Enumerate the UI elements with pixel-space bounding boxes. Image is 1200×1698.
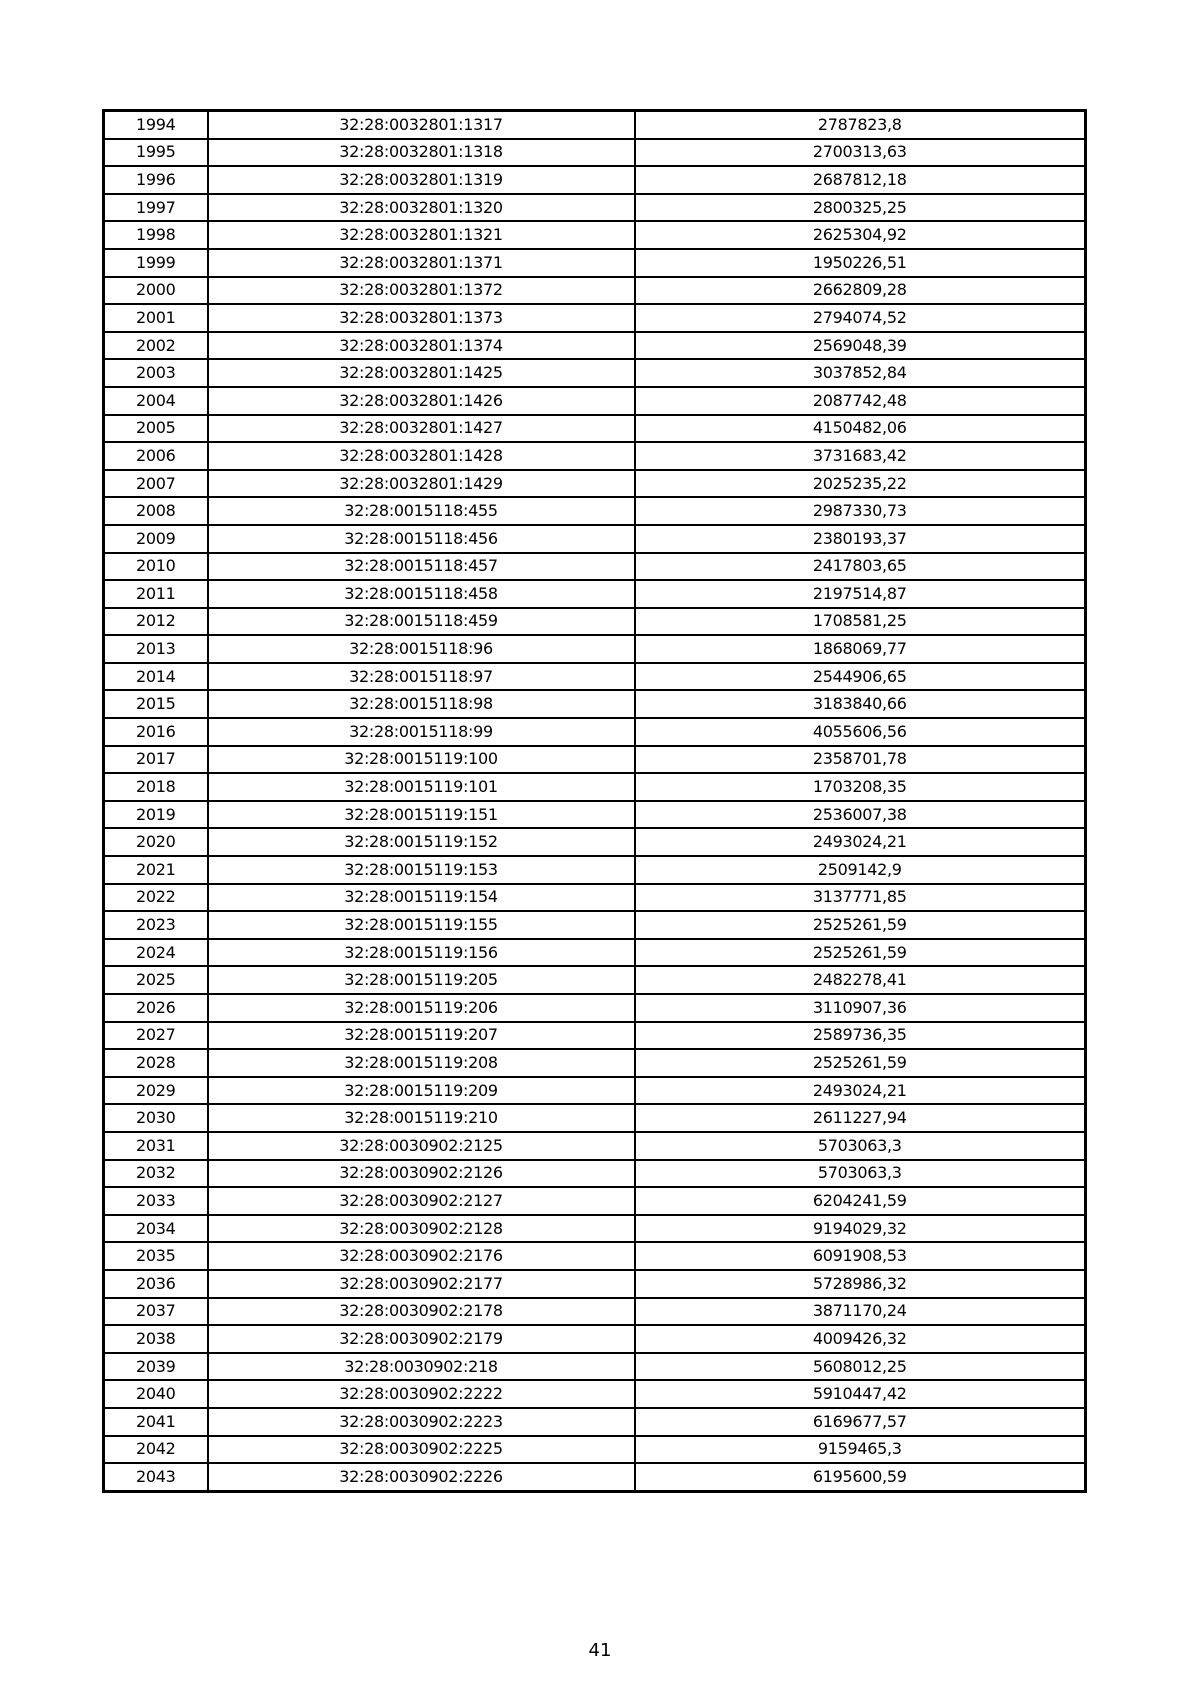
table-row xyxy=(104,828,1086,856)
cadastral-value-cell: 3137771,85 xyxy=(635,884,1086,912)
cadastral-value-cell: 2589736,35 xyxy=(635,1022,1086,1050)
row-number-cell: 2010 xyxy=(104,553,208,581)
table-row xyxy=(104,1160,1086,1188)
table-row xyxy=(104,1463,1086,1491)
table-row xyxy=(104,553,1086,581)
row-number-cell: 2006 xyxy=(104,442,208,470)
cadastral-value-cell: 2525261,59 xyxy=(635,939,1086,967)
table-row xyxy=(104,442,1086,470)
table-row xyxy=(104,1077,1086,1105)
cadastral-number-cell: 32:28:0032801:1374 xyxy=(208,332,635,360)
cadastral-value-cell: 2536007,38 xyxy=(635,801,1086,829)
table-row xyxy=(104,470,1086,498)
cadastral-number-cell: 32:28:0015118:97 xyxy=(208,663,635,691)
cadastral-number-cell: 32:28:0015118:459 xyxy=(208,608,635,636)
row-number-cell: 2033 xyxy=(104,1187,208,1215)
cadastral-value-cell: 2087742,48 xyxy=(635,387,1086,415)
row-number-cell: 1998 xyxy=(104,221,208,249)
table-row xyxy=(104,939,1086,967)
cadastral-number-cell: 32:28:0015118:98 xyxy=(208,690,635,718)
row-number-cell: 2009 xyxy=(104,525,208,553)
row-number-cell: 2018 xyxy=(104,773,208,801)
row-number-cell: 2013 xyxy=(104,635,208,663)
cadastral-number-cell: 32:28:0015118:455 xyxy=(208,497,635,525)
cadastral-value-cell: 2417803,65 xyxy=(635,553,1086,581)
row-number-cell: 1995 xyxy=(104,139,208,167)
cadastral-value-cell: 6195600,59 xyxy=(635,1463,1086,1491)
row-number-cell: 2004 xyxy=(104,387,208,415)
table-row xyxy=(104,277,1086,305)
cadastral-number-cell: 32:28:0030902:2177 xyxy=(208,1270,635,1298)
cadastral-number-cell: 32:28:0015119:151 xyxy=(208,801,635,829)
cadastral-number-cell: 32:28:0032801:1372 xyxy=(208,277,635,305)
row-number-cell: 2000 xyxy=(104,277,208,305)
table-row xyxy=(104,801,1086,829)
cadastral-number-cell: 32:28:0032801:1426 xyxy=(208,387,635,415)
page-number: 41 xyxy=(588,1640,612,1661)
row-number-cell: 2001 xyxy=(104,304,208,332)
cadastral-number-cell: 32:28:0030902:2127 xyxy=(208,1187,635,1215)
cadastral-number-cell: 32:28:0015119:154 xyxy=(208,884,635,912)
table-row xyxy=(104,415,1086,443)
row-number-cell: 2022 xyxy=(104,884,208,912)
cadastral-value-cell: 2025235,22 xyxy=(635,470,1086,498)
cadastral-value-cell: 2700313,63 xyxy=(635,139,1086,167)
cadastral-value-cell: 2569048,39 xyxy=(635,332,1086,360)
table-row xyxy=(104,718,1086,746)
cadastral-number-cell: 32:28:0030902:2178 xyxy=(208,1298,635,1326)
table-row xyxy=(104,1298,1086,1326)
row-number-cell: 2021 xyxy=(104,856,208,884)
row-number-cell: 2037 xyxy=(104,1298,208,1326)
row-number-cell: 2016 xyxy=(104,718,208,746)
row-number-cell: 2024 xyxy=(104,939,208,967)
cadastral-value-cell: 2493024,21 xyxy=(635,1077,1086,1105)
row-number-cell: 2036 xyxy=(104,1270,208,1298)
cadastral-value-cell: 3183840,66 xyxy=(635,690,1086,718)
cadastral-value-cell: 5728986,32 xyxy=(635,1270,1086,1298)
row-number-cell: 2032 xyxy=(104,1160,208,1188)
cadastral-value-cell: 1950226,51 xyxy=(635,249,1086,277)
table-row xyxy=(104,359,1086,387)
row-number-cell: 2038 xyxy=(104,1325,208,1353)
cadastral-value-cell: 4150482,06 xyxy=(635,415,1086,443)
cadastral-value-cell: 2787823,8 xyxy=(635,111,1086,139)
cadastral-number-cell: 32:28:0032801:1317 xyxy=(208,111,635,139)
cadastral-value-table xyxy=(102,109,1087,1493)
table-row xyxy=(104,139,1086,167)
cadastral-value-cell: 6204241,59 xyxy=(635,1187,1086,1215)
table-row xyxy=(104,1187,1086,1215)
table-row xyxy=(104,773,1086,801)
table-row xyxy=(104,1022,1086,1050)
cadastral-value-cell: 2482278,41 xyxy=(635,966,1086,994)
table-row xyxy=(104,1049,1086,1077)
cadastral-number-cell: 32:28:0030902:2223 xyxy=(208,1408,635,1436)
cadastral-number-cell: 32:28:0030902:2226 xyxy=(208,1463,635,1491)
cadastral-number-cell: 32:28:0032801:1427 xyxy=(208,415,635,443)
cadastral-number-cell: 32:28:0030902:2222 xyxy=(208,1380,635,1408)
row-number-cell: 2007 xyxy=(104,470,208,498)
table-row xyxy=(104,1408,1086,1436)
cadastral-number-cell: 32:28:0032801:1321 xyxy=(208,221,635,249)
cadastral-value-cell: 6169677,57 xyxy=(635,1408,1086,1436)
table-row xyxy=(104,304,1086,332)
cadastral-value-cell: 9194029,32 xyxy=(635,1215,1086,1243)
cadastral-number-cell: 32:28:0015119:206 xyxy=(208,994,635,1022)
cadastral-value-cell: 2197514,87 xyxy=(635,580,1086,608)
row-number-cell: 2028 xyxy=(104,1049,208,1077)
table-row xyxy=(104,1242,1086,1270)
cadastral-value-cell: 2794074,52 xyxy=(635,304,1086,332)
table-row xyxy=(104,856,1086,884)
row-number-cell: 2012 xyxy=(104,608,208,636)
table-row xyxy=(104,525,1086,553)
table-row xyxy=(104,1215,1086,1243)
cadastral-value-cell: 2493024,21 xyxy=(635,828,1086,856)
row-number-cell: 2002 xyxy=(104,332,208,360)
cadastral-value-cell: 5608012,25 xyxy=(635,1353,1086,1381)
cadastral-number-cell: 32:28:0030902:2225 xyxy=(208,1436,635,1464)
cadastral-number-cell: 32:28:0015119:100 xyxy=(208,746,635,774)
cadastral-value-cell: 3037852,84 xyxy=(635,359,1086,387)
cadastral-number-cell: 32:28:0015119:209 xyxy=(208,1077,635,1105)
table-row xyxy=(104,690,1086,718)
cadastral-number-cell: 32:28:0032801:1320 xyxy=(208,194,635,222)
cadastral-number-cell: 32:28:0032801:1425 xyxy=(208,359,635,387)
cadastral-value-cell: 9159465,3 xyxy=(635,1436,1086,1464)
cadastral-value-cell: 1703208,35 xyxy=(635,773,1086,801)
row-number-cell: 1996 xyxy=(104,166,208,194)
table-row xyxy=(104,497,1086,525)
cadastral-value-cell: 2525261,59 xyxy=(635,911,1086,939)
row-number-cell: 2011 xyxy=(104,580,208,608)
row-number-cell: 2034 xyxy=(104,1215,208,1243)
row-number-cell: 2014 xyxy=(104,663,208,691)
cadastral-value-cell: 6091908,53 xyxy=(635,1242,1086,1270)
cadastral-number-cell: 32:28:0032801:1373 xyxy=(208,304,635,332)
row-number-cell: 2035 xyxy=(104,1242,208,1270)
cadastral-value-cell: 4055606,56 xyxy=(635,718,1086,746)
cadastral-number-cell: 32:28:0032801:1318 xyxy=(208,139,635,167)
cadastral-number-cell: 32:28:0032801:1319 xyxy=(208,166,635,194)
row-number-cell: 2041 xyxy=(104,1408,208,1436)
cadastral-number-cell: 32:28:0030902:2179 xyxy=(208,1325,635,1353)
cadastral-value-cell: 1708581,25 xyxy=(635,608,1086,636)
cadastral-value-cell: 2662809,28 xyxy=(635,277,1086,305)
cadastral-number-cell: 32:28:0015119:207 xyxy=(208,1022,635,1050)
row-number-cell: 2040 xyxy=(104,1380,208,1408)
table-row xyxy=(104,580,1086,608)
row-number-cell: 2008 xyxy=(104,497,208,525)
table-row xyxy=(104,194,1086,222)
row-number-cell: 2025 xyxy=(104,966,208,994)
table-row xyxy=(104,249,1086,277)
row-number-cell: 2039 xyxy=(104,1353,208,1381)
cadastral-number-cell: 32:28:0032801:1371 xyxy=(208,249,635,277)
row-number-cell: 1999 xyxy=(104,249,208,277)
cadastral-value-cell: 2544906,65 xyxy=(635,663,1086,691)
cadastral-number-cell: 32:28:0015119:210 xyxy=(208,1104,635,1132)
row-number-cell: 2026 xyxy=(104,994,208,1022)
cadastral-value-cell: 2358701,78 xyxy=(635,746,1086,774)
table-row xyxy=(104,1270,1086,1298)
row-number-cell: 2019 xyxy=(104,801,208,829)
table-body xyxy=(104,111,1086,1492)
cadastral-value-cell: 1868069,77 xyxy=(635,635,1086,663)
table-row xyxy=(104,746,1086,774)
table-row xyxy=(104,1325,1086,1353)
table-row xyxy=(104,994,1086,1022)
row-number-cell: 1994 xyxy=(104,111,208,139)
cadastral-value-cell: 5910447,42 xyxy=(635,1380,1086,1408)
cadastral-number-cell: 32:28:0030902:2126 xyxy=(208,1160,635,1188)
cadastral-number-cell: 32:28:0015118:96 xyxy=(208,635,635,663)
cadastral-value-cell: 5703063,3 xyxy=(635,1160,1086,1188)
cadastral-number-cell: 32:28:0015119:205 xyxy=(208,966,635,994)
table-row xyxy=(104,166,1086,194)
cadastral-value-cell: 2611227,94 xyxy=(635,1104,1086,1132)
cadastral-value-cell: 2525261,59 xyxy=(635,1049,1086,1077)
row-number-cell: 2031 xyxy=(104,1132,208,1160)
row-number-cell: 2020 xyxy=(104,828,208,856)
cadastral-value-cell: 5703063,3 xyxy=(635,1132,1086,1160)
row-number-cell: 2023 xyxy=(104,911,208,939)
table-row xyxy=(104,332,1086,360)
table-row xyxy=(104,1436,1086,1464)
table-row xyxy=(104,1132,1086,1160)
row-number-cell: 2043 xyxy=(104,1463,208,1491)
row-number-cell: 2015 xyxy=(104,690,208,718)
cadastral-number-cell: 32:28:0030902:2125 xyxy=(208,1132,635,1160)
cadastral-number-cell: 32:28:0030902:218 xyxy=(208,1353,635,1381)
cadastral-number-cell: 32:28:0015118:456 xyxy=(208,525,635,553)
cadastral-number-cell: 32:28:0015119:152 xyxy=(208,828,635,856)
cadastral-number-cell: 32:28:0015119:155 xyxy=(208,911,635,939)
cadastral-value-cell: 3871170,24 xyxy=(635,1298,1086,1326)
cadastral-number-cell: 32:28:0015119:153 xyxy=(208,856,635,884)
cadastral-value-cell: 2987330,73 xyxy=(635,497,1086,525)
row-number-cell: 2027 xyxy=(104,1022,208,1050)
row-number-cell: 2003 xyxy=(104,359,208,387)
cadastral-number-cell: 32:28:0015119:101 xyxy=(208,773,635,801)
table-row xyxy=(104,884,1086,912)
table-row xyxy=(104,608,1086,636)
table-row xyxy=(104,111,1086,139)
row-number-cell: 1997 xyxy=(104,194,208,222)
cadastral-value-cell: 2800325,25 xyxy=(635,194,1086,222)
table-row xyxy=(104,387,1086,415)
row-number-cell: 2005 xyxy=(104,415,208,443)
cadastral-value-cell: 2380193,37 xyxy=(635,525,1086,553)
table-row xyxy=(104,1104,1086,1132)
cadastral-number-cell: 32:28:0015118:458 xyxy=(208,580,635,608)
table-row xyxy=(104,1380,1086,1408)
row-number-cell: 2042 xyxy=(104,1436,208,1464)
cadastral-number-cell: 32:28:0032801:1429 xyxy=(208,470,635,498)
cadastral-value-cell: 3110907,36 xyxy=(635,994,1086,1022)
row-number-cell: 2029 xyxy=(104,1077,208,1105)
cadastral-value-cell: 2687812,18 xyxy=(635,166,1086,194)
table-row xyxy=(104,911,1086,939)
table-row xyxy=(104,635,1086,663)
cadastral-value-cell: 4009426,32 xyxy=(635,1325,1086,1353)
cadastral-number-cell: 32:28:0030902:2128 xyxy=(208,1215,635,1243)
cadastral-value-cell: 2625304,92 xyxy=(635,221,1086,249)
row-number-cell: 2030 xyxy=(104,1104,208,1132)
cadastral-number-cell: 32:28:0015119:156 xyxy=(208,939,635,967)
cadastral-number-cell: 32:28:0015119:208 xyxy=(208,1049,635,1077)
table-row xyxy=(104,1353,1086,1381)
table-row xyxy=(104,663,1086,691)
cadastral-number-cell: 32:28:0015118:99 xyxy=(208,718,635,746)
cadastral-number-cell: 32:28:0030902:2176 xyxy=(208,1242,635,1270)
table-row xyxy=(104,221,1086,249)
cadastral-value-cell: 2509142,9 xyxy=(635,856,1086,884)
cadastral-value-cell: 3731683,42 xyxy=(635,442,1086,470)
table-row xyxy=(104,966,1086,994)
cadastral-number-cell: 32:28:0032801:1428 xyxy=(208,442,635,470)
row-number-cell: 2017 xyxy=(104,746,208,774)
cadastral-number-cell: 32:28:0015118:457 xyxy=(208,553,635,581)
